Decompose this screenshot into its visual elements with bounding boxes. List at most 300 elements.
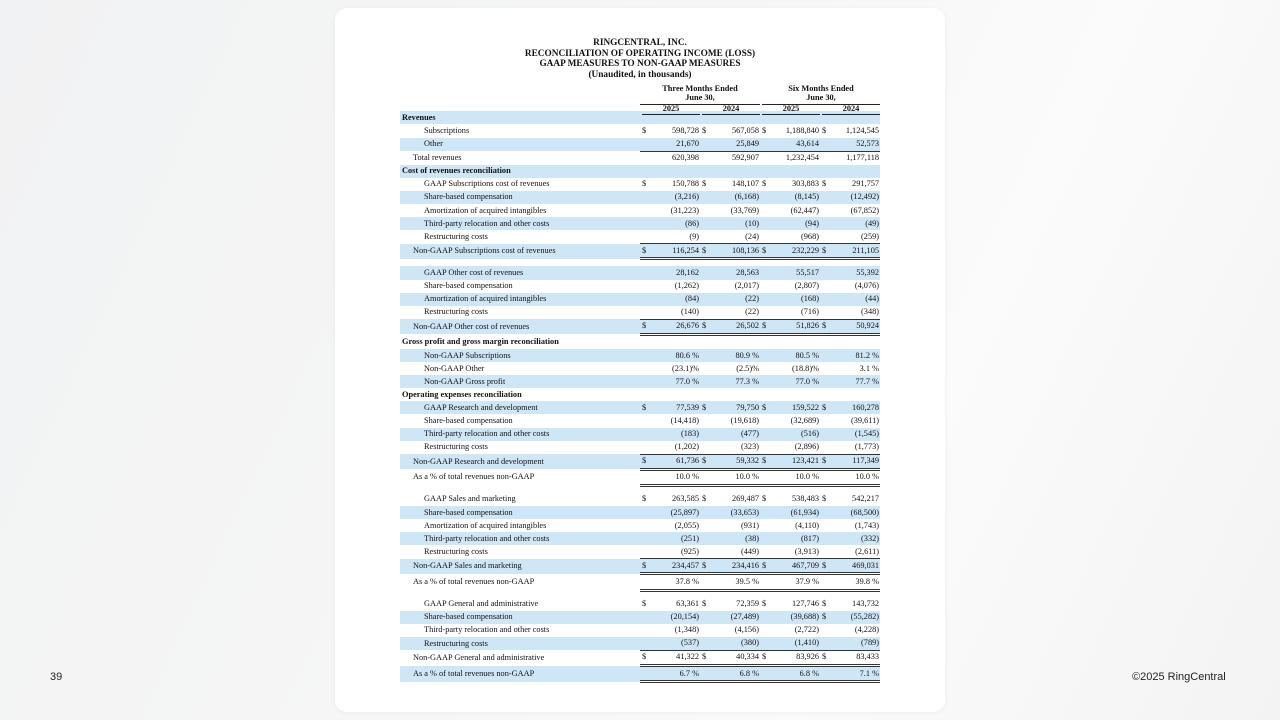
dollar-sign: $ <box>822 652 827 662</box>
dollar-sign <box>760 507 762 519</box>
value-cell <box>760 574 820 590</box>
dollar-sign <box>640 546 642 558</box>
value-cell <box>640 124 700 137</box>
value-cell <box>760 650 820 665</box>
table-row <box>400 559 880 574</box>
dollar-sign <box>700 267 702 279</box>
value-cell <box>760 124 820 137</box>
cell-value: 55,392 <box>856 267 880 277</box>
dollar-sign <box>700 546 702 558</box>
dollar-sign <box>700 471 702 483</box>
value-cell <box>700 217 760 230</box>
value-cell <box>820 545 880 559</box>
dollar-sign <box>820 205 822 217</box>
value-cell <box>640 244 700 259</box>
value-cell <box>640 230 700 244</box>
cell-value: 51,826 <box>796 321 819 331</box>
cell-value: 143,732 <box>852 599 880 609</box>
value-cell <box>760 545 820 559</box>
value-cell <box>700 666 760 682</box>
cell-value: (2,017) <box>734 281 759 291</box>
cell-value: (2,722) <box>794 625 819 635</box>
value-cell <box>640 469 700 485</box>
dollar-sign <box>760 576 762 588</box>
value-cell <box>700 428 760 441</box>
dollar-sign <box>820 152 822 164</box>
table-row <box>400 598 880 611</box>
cell-value: (4,228) <box>854 625 880 635</box>
cell-value: 63,361 <box>676 599 699 609</box>
value-cell <box>700 519 760 532</box>
cell-value: (817) <box>801 533 819 543</box>
reconciliation-table <box>400 111 880 683</box>
row-label: Non-GAAP Other <box>424 363 485 373</box>
year-header: 2025 <box>642 105 700 115</box>
cell-value: 80.9 % <box>735 350 759 360</box>
row-label: Third-party relocation and other costs <box>400 428 640 441</box>
dollar-sign <box>700 350 702 362</box>
row-label: Amortization of acquired intangibles <box>400 293 640 306</box>
dollar-sign <box>820 576 822 588</box>
dollar-sign <box>640 668 642 680</box>
spacer-row <box>400 259 880 267</box>
cell-value: 43,614 <box>796 139 819 149</box>
cell-value: 467,709 <box>792 560 819 570</box>
value-cell <box>820 574 880 590</box>
cell-value: 291,757 <box>852 179 880 189</box>
value-cell <box>700 414 760 427</box>
row-label: Non-GAAP Sales and marketing <box>400 559 640 574</box>
value-cell <box>820 650 880 665</box>
value-cell <box>820 454 880 469</box>
table-row <box>400 349 880 362</box>
value-cell <box>640 559 700 574</box>
dollar-sign <box>640 415 642 427</box>
dollar-sign: $ <box>822 126 827 136</box>
row-label: Non-GAAP Gross profit <box>400 375 640 388</box>
cell-value: 77.0 % <box>795 376 819 386</box>
cell-value: 10.0 % <box>735 472 759 482</box>
cell-value: (44) <box>865 294 880 304</box>
value-cell <box>700 574 760 590</box>
cell-value: (925) <box>681 546 699 556</box>
value-cell <box>820 559 880 574</box>
value-cell <box>640 349 700 362</box>
dollar-sign <box>820 471 822 483</box>
dollar-sign <box>820 306 822 318</box>
cell-value: 6.8 % <box>739 668 759 678</box>
report-note: (Unaudited, in thousands) <box>588 69 692 80</box>
table-row <box>400 519 880 532</box>
cell-value: 28,563 <box>736 267 759 277</box>
dollar-sign: $ <box>822 599 827 609</box>
cell-value: 10.0 % <box>795 472 819 482</box>
dollar-sign: $ <box>762 321 767 331</box>
cell-value: 10.0 % <box>855 472 880 482</box>
row-label: Share-based compensation <box>424 281 513 291</box>
value-cell <box>820 230 880 244</box>
dollar-sign <box>640 428 642 440</box>
dollar-sign <box>640 363 642 375</box>
table-row <box>400 319 880 334</box>
table-row <box>400 493 880 506</box>
cell-value: (1,545) <box>854 429 880 439</box>
table-row <box>400 375 880 388</box>
value-cell <box>700 611 760 624</box>
dollar-sign <box>820 507 822 519</box>
value-cell <box>640 401 700 414</box>
value-cell <box>640 532 700 545</box>
cell-value: (168) <box>801 294 819 304</box>
cell-value: (8,145) <box>794 192 819 202</box>
table-row <box>400 428 880 441</box>
dollar-sign: $ <box>642 245 647 255</box>
section-label: Gross profit and gross margin reconciliation <box>402 337 559 347</box>
dollar-sign <box>700 376 702 388</box>
year-header: 2024 <box>702 105 760 115</box>
cell-value: 1,232,454 <box>785 153 819 163</box>
cell-value: (931) <box>741 520 759 530</box>
table-row <box>400 362 880 375</box>
table-row <box>400 230 880 244</box>
dollar-sign <box>820 138 822 150</box>
dollar-sign: $ <box>762 402 767 412</box>
dollar-sign <box>820 668 822 680</box>
table-row <box>400 401 880 414</box>
cell-value: 620,398 <box>672 153 699 163</box>
row-label: Restructuring costs <box>424 547 488 557</box>
cell-value: 26,676 <box>676 321 699 331</box>
cell-value: 303,883 <box>792 179 819 189</box>
value-cell <box>820 319 880 334</box>
dollar-sign <box>700 191 702 203</box>
value-cell <box>820 266 880 279</box>
value-cell <box>640 319 700 334</box>
dollar-sign <box>760 205 762 217</box>
row-label: Restructuring costs <box>400 637 640 651</box>
value-cell <box>820 244 880 259</box>
cell-value: (4,156) <box>734 625 759 635</box>
cell-value: (49) <box>865 218 880 228</box>
cell-value: 123,421 <box>792 456 819 466</box>
dollar-sign: $ <box>822 402 827 412</box>
value-cell <box>760 230 820 244</box>
cell-value: (2,055) <box>674 520 699 530</box>
value-cell <box>640 362 700 375</box>
table-row <box>400 469 880 485</box>
value-cell <box>820 637 880 651</box>
dollar-sign <box>760 428 762 440</box>
value-cell <box>640 545 700 559</box>
dollar-sign: $ <box>642 126 647 136</box>
dollar-sign <box>760 624 762 636</box>
value-cell <box>700 598 760 611</box>
cell-value: (716) <box>801 307 819 317</box>
value-cell <box>700 293 760 306</box>
value-cell <box>640 375 700 388</box>
cell-value: 6.8 % <box>799 668 819 678</box>
cell-value: 50,924 <box>856 321 880 331</box>
table-row <box>400 574 880 590</box>
dollar-sign <box>640 306 642 318</box>
cell-value: (1,348) <box>674 625 699 635</box>
dollar-sign <box>820 533 822 545</box>
cell-value: 77.7 % <box>855 376 880 386</box>
row-label: Amortization of acquired intangibles <box>424 205 547 215</box>
value-cell <box>700 280 760 293</box>
table-row <box>400 532 880 545</box>
cell-value: 234,457 <box>672 560 699 570</box>
dollar-sign: $ <box>762 456 767 466</box>
row-label: GAAP Subscriptions cost of revenues <box>424 179 550 189</box>
dollar-sign <box>700 415 702 427</box>
value-cell <box>820 428 880 441</box>
table-row <box>400 454 880 469</box>
dollar-sign <box>760 231 762 243</box>
cell-value: 117,349 <box>852 456 880 466</box>
dollar-sign <box>640 520 642 532</box>
table-row <box>400 124 880 137</box>
dollar-sign <box>700 441 702 453</box>
cell-value: 81.2 % <box>855 350 880 360</box>
cell-value: 269,487 <box>732 494 759 504</box>
dollar-sign <box>820 441 822 453</box>
cell-value: 598,728 <box>672 126 699 136</box>
dollar-sign <box>760 138 762 150</box>
value-cell <box>700 362 760 375</box>
dollar-sign <box>820 218 822 230</box>
dollar-sign: $ <box>762 494 767 504</box>
value-cell <box>640 178 700 191</box>
dollar-sign <box>760 415 762 427</box>
cell-value: (1,743) <box>854 520 880 530</box>
cell-value: (25,897) <box>670 507 699 517</box>
cell-value: 160,278 <box>852 402 880 412</box>
dollar-sign <box>760 637 762 649</box>
value-cell <box>700 178 760 191</box>
dollar-sign <box>640 441 642 453</box>
dollar-sign <box>760 546 762 558</box>
dollar-sign <box>700 668 702 680</box>
dollar-sign: $ <box>822 245 827 255</box>
cell-value: 25,849 <box>736 139 759 149</box>
dollar-sign: $ <box>822 179 827 189</box>
table-row <box>400 611 880 624</box>
cell-value: 83,433 <box>856 652 880 662</box>
report-title: RECONCILIATION OF OPERATING INCOME (LOSS) <box>524 48 756 59</box>
cell-value: 127,746 <box>792 599 819 609</box>
dollar-sign <box>760 668 762 680</box>
cell-value: (67,852) <box>850 205 880 215</box>
cell-value: 10.0 % <box>675 472 699 482</box>
value-cell <box>820 293 880 306</box>
dollar-sign <box>700 507 702 519</box>
dollar-sign <box>640 637 642 649</box>
dollar-sign: $ <box>762 652 767 662</box>
value-cell <box>820 306 880 320</box>
value-cell <box>640 138 700 152</box>
cell-value: 148,107 <box>732 179 759 189</box>
value-cell <box>760 428 820 441</box>
value-cell <box>640 650 700 665</box>
section-header-row <box>400 165 880 178</box>
value-cell <box>820 124 880 137</box>
cell-value: (516) <box>801 429 819 439</box>
cell-value: (4,076) <box>854 281 880 291</box>
cell-value: 41,322 <box>676 652 699 662</box>
value-cell <box>760 532 820 545</box>
value-cell <box>700 650 760 665</box>
value-cell <box>700 469 760 485</box>
dollar-sign <box>700 533 702 545</box>
cell-value: 79,750 <box>736 402 759 412</box>
dollar-sign: $ <box>762 560 767 570</box>
value-cell <box>760 441 820 455</box>
row-label: Subscriptions <box>424 126 470 136</box>
cell-value: (22) <box>745 307 759 317</box>
value-cell <box>760 375 820 388</box>
spacer-row <box>400 485 880 493</box>
dollar-sign: $ <box>702 652 707 662</box>
value-cell <box>760 178 820 191</box>
value-cell <box>820 519 880 532</box>
dollar-sign <box>700 637 702 649</box>
value-cell <box>760 493 820 506</box>
dollar-sign <box>640 471 642 483</box>
value-cell <box>700 138 760 152</box>
cell-value: (3,913) <box>794 546 819 556</box>
value-cell <box>820 349 880 362</box>
dollar-sign: $ <box>642 560 647 570</box>
value-cell <box>760 244 820 259</box>
value-cell <box>640 454 700 469</box>
dollar-sign <box>640 138 642 150</box>
cell-value: 469,031 <box>852 560 880 570</box>
cell-value: (968) <box>801 231 819 241</box>
dollar-sign <box>700 152 702 164</box>
value-cell <box>760 401 820 414</box>
value-cell <box>760 138 820 152</box>
value-cell <box>760 306 820 320</box>
value-cell <box>820 532 880 545</box>
value-cell <box>700 319 760 334</box>
value-cell <box>760 624 820 637</box>
value-cell <box>700 545 760 559</box>
cell-value: 1,188,840 <box>785 126 819 136</box>
row-label: Non-GAAP Subscriptions <box>400 349 640 362</box>
dollar-sign: $ <box>762 599 767 609</box>
value-cell <box>820 191 880 204</box>
dollar-sign <box>700 306 702 318</box>
value-cell <box>700 230 760 244</box>
cell-value: 61,736 <box>676 456 699 466</box>
cell-value: (2,807) <box>794 281 819 291</box>
dollar-sign <box>700 611 702 623</box>
dollar-sign <box>820 520 822 532</box>
row-label: GAAP Other cost of revenues <box>400 266 640 279</box>
cell-value: (6,168) <box>734 192 759 202</box>
dollar-sign <box>820 231 822 243</box>
cell-value: (31,223) <box>670 205 699 215</box>
row-label: Non-GAAP Research and development <box>400 454 640 469</box>
cell-value: (55,282) <box>850 612 880 622</box>
value-cell <box>760 469 820 485</box>
dollar-sign: $ <box>822 494 827 504</box>
cell-value: 55,517 <box>796 267 819 277</box>
dollar-sign <box>640 624 642 636</box>
row-label: Share-based compensation <box>424 415 513 425</box>
dollar-sign: $ <box>762 179 767 189</box>
dollar-sign <box>820 624 822 636</box>
value-cell <box>640 666 700 682</box>
dollar-sign <box>640 350 642 362</box>
value-cell <box>820 414 880 427</box>
dollar-sign <box>640 280 642 292</box>
dollar-sign <box>700 576 702 588</box>
value-cell <box>640 306 700 320</box>
value-cell <box>640 217 700 230</box>
cell-value: 7.1 % <box>859 668 880 678</box>
table-row <box>400 138 880 152</box>
value-cell <box>820 611 880 624</box>
dollar-sign <box>760 611 762 623</box>
cell-value: 159,522 <box>792 402 819 412</box>
table-row <box>400 151 880 165</box>
table-row <box>400 637 880 651</box>
row-label: Share-based compensation <box>400 191 640 204</box>
cell-value: 232,229 <box>792 245 819 255</box>
row-label: Third-party relocation and other costs <box>400 217 640 230</box>
value-cell <box>760 506 820 519</box>
cell-value: (1,410) <box>794 638 819 648</box>
table-row <box>400 545 880 559</box>
value-cell <box>640 624 700 637</box>
reconciliation-document <box>400 38 880 683</box>
row-label: As a % of total revenues non-GAAP <box>413 577 535 587</box>
table-row <box>400 280 880 293</box>
dollar-sign: $ <box>762 126 767 136</box>
table-row <box>400 666 880 682</box>
dollar-sign: $ <box>702 599 707 609</box>
cell-value: (22) <box>745 294 759 304</box>
row-label: GAAP Research and development <box>400 401 640 414</box>
cell-value: (20,154) <box>670 612 699 622</box>
dollar-sign <box>640 293 642 305</box>
value-cell <box>700 532 760 545</box>
value-cell <box>700 151 760 165</box>
cell-value: 37.9 % <box>795 577 819 587</box>
dollar-sign <box>760 280 762 292</box>
dollar-sign <box>820 363 822 375</box>
value-cell <box>700 454 760 469</box>
row-label: GAAP General and administrative <box>424 599 539 609</box>
dollar-sign <box>760 306 762 318</box>
section-header-row <box>400 334 880 349</box>
dollar-sign <box>820 376 822 388</box>
value-cell <box>640 414 700 427</box>
cell-value: (38) <box>745 533 759 543</box>
cell-value: (789) <box>861 638 880 648</box>
cell-value: (323) <box>741 442 759 452</box>
value-cell <box>820 666 880 682</box>
slide-number: 39 <box>50 671 63 683</box>
dollar-sign <box>820 280 822 292</box>
section-label: Revenues <box>400 111 880 124</box>
cell-value: 116,254 <box>672 245 699 255</box>
table-row <box>400 441 880 455</box>
dollar-sign <box>700 293 702 305</box>
value-cell <box>640 151 700 165</box>
